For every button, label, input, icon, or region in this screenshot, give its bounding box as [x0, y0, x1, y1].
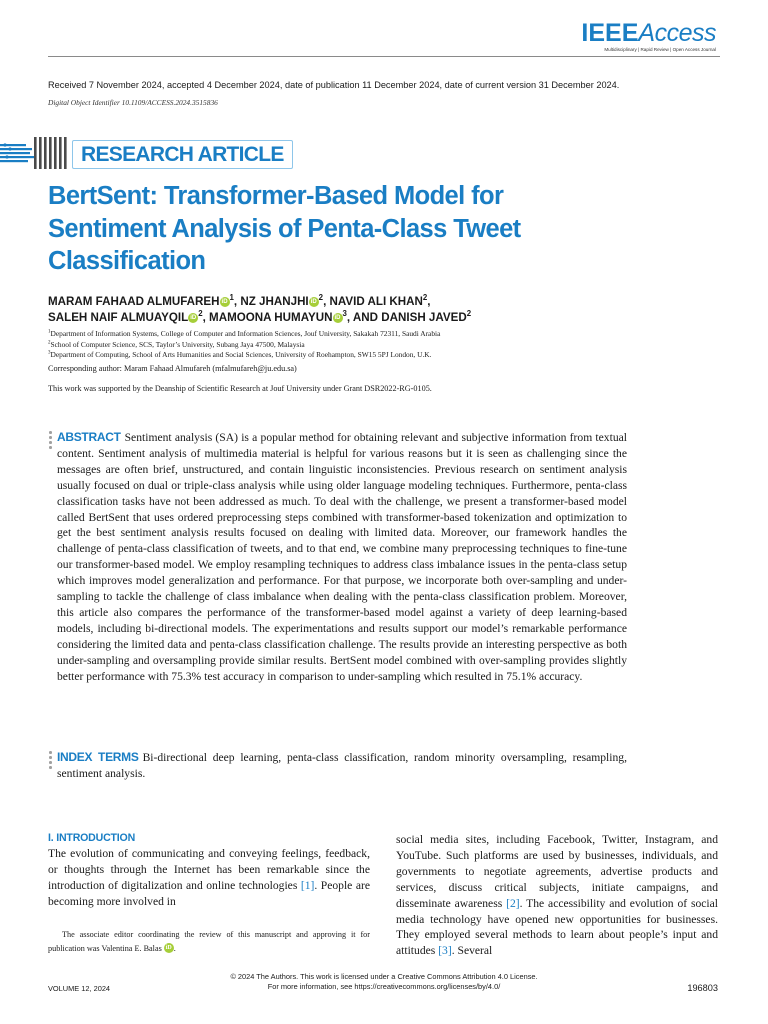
author-affil: 2	[318, 293, 324, 303]
section-heading: I. INTRODUCTION	[48, 832, 136, 844]
license-link[interactable]: For more information, see https://creativecommons.org/licenses/by/4.0/	[267, 982, 501, 991]
header-rule	[48, 56, 720, 57]
author-sep: ,	[346, 311, 353, 324]
intro-paragraph	[396, 832, 718, 959]
affiliation	[48, 340, 708, 351]
logo-tagline: Multidisciplinary | Rapid Review | Open Access Journal	[604, 47, 716, 52]
author-name: SALEH NAIF ALMUAYQIL	[48, 311, 189, 324]
author-affil: 2	[466, 309, 472, 319]
author-name: AND DANISH JAVED	[352, 311, 467, 324]
dots-icon	[48, 751, 54, 771]
author-affil: 2	[422, 293, 428, 303]
abstract-text: Sentiment analysis (SA) is a popular method for obtaining relevant and subjective information from textual content. Sentiment analysis of multimedia material is helpful for various reasons but it is seen as challenging since the messages are often brief, unstructured, and contain linguistic inconsistencies. Previous research on sentiment analysis usually focused on dual or triple-class analysis while using older language modeling techniques. Furthermore, penta-class classification tasks have not been addressed as much. To deal with the challenge, we present a transformer-based model called BertSent that uses ordered preprocessing steps combined with transformer-based tokenization and optimization to get the best sentiment analysis results focused on dealing with limited data. Moreover, our framework handles the challenge of penta-class classification of tweets, and to that end, we combine many preprocessing techniques to fine-tune our transformer-based model. We employ resampling techniques to address class imbalance issues in the penta-class setup which improves model generalization and performance. For that purpose, we incorporate both over-sampling and under-sampling to tackle the challenge of class imbalance when dealing with the penta-class classification problem. Moreover, this article also compares the performance of the transformer-based model against a variety of deep learning-based models, including bi-directional models. The experimentations and results support our model’s remarkable performance considering the limited data and penta-class classification challenge. The results provide an interesting perspective as both under-sampling and oversampling provide similar results. BertSent model combined with over-sampling provides slightly better performance with 75.3% test accuracy in comparison to under-sampling which resulted in 75.1% accuracy.	[57, 431, 627, 683]
journal-logo	[581, 20, 716, 52]
affiliation-number: 1	[48, 329, 51, 335]
abstract	[57, 430, 627, 685]
orcid-icon[interactable]: iD	[310, 299, 317, 305]
author-name: MAMOONA HUMAYUN	[209, 311, 333, 324]
page-number: 196803	[687, 983, 718, 993]
intro-right-column	[396, 832, 718, 959]
affiliations	[48, 329, 708, 361]
author-list	[48, 294, 648, 326]
funding-note: This work was supported by the Deanship of Scientific Research at Jouf University under Grant DSR2022-RG-0105.	[48, 384, 432, 393]
author-name: NZ JHANJHI	[240, 295, 309, 308]
author-affil: 2	[198, 309, 203, 319]
affiliation-number: 2	[48, 340, 51, 346]
article-type: RESEARCH ARTICLE	[81, 143, 284, 166]
intro-text: . The accessibility and evolution of social media technology have opened new opportunities for businesses. They employed several methods to learn about people’s input and attitudes	[396, 896, 718, 958]
author-sep: ,	[323, 295, 330, 308]
orcid-icon[interactable]: iD	[221, 299, 228, 305]
author-affil: 1	[229, 293, 234, 303]
intro-text: . Several	[451, 944, 493, 958]
intro-text: social media sites, including Facebook, Twitter, Instagram, and YouTube. Such platforms are used by businesses, individuals, and governments to negotiate agreements, advertise products and services, discuss critical subjects, initiate campaigns, and disseminate awareness	[396, 833, 718, 910]
logo-wordmark	[581, 20, 716, 46]
editor-note-text: The associate editor coordinating the review of this manuscript and approving it for publication was Valentina E. Balas	[48, 930, 370, 953]
stripe-icon	[0, 134, 70, 172]
affiliation	[48, 350, 708, 361]
doi-line: Digital Object Identifier 10.1109/ACCESS.2024.3515836	[48, 98, 218, 107]
citation-link[interactable]: [2]	[506, 896, 520, 910]
volume-label: VOLUME 12, 2024	[48, 984, 111, 993]
index-terms-heading: INDEX TERMS	[57, 750, 139, 764]
received-dates: Received 7 November 2024, accepted 4 December 2024, date of publication 11 December 2024, date of current version 31 December 2024.	[48, 80, 620, 90]
abstract-heading: ABSTRACT	[57, 430, 121, 444]
corresponding-author: Corresponding author: Maram Fahaad Almufareh (mfalmufareh@ju.edu.sa)	[48, 364, 297, 373]
affiliation-number: 3	[48, 350, 51, 356]
author-sep: ,	[202, 311, 210, 324]
intro-paragraph	[48, 846, 370, 910]
index-terms	[57, 750, 627, 782]
orcid-icon[interactable]: iD	[334, 315, 341, 321]
license-footer	[0, 972, 768, 992]
affiliation-text: Department of Computing, School of Arts Humanities and Social Sciences, University of Roehampton, SW15 5PJ London, U.K.	[50, 350, 432, 359]
logo-ieee: IEEE	[581, 19, 639, 47]
banner-box	[72, 140, 293, 169]
citation-link[interactable]: [3]	[438, 944, 452, 958]
author-name: NAVID ALI KHAN	[329, 295, 423, 308]
index-terms-text: Bi-directional deep learning, penta-class classification, random minority oversampling, resampling, sentiment analysis.	[57, 751, 627, 780]
intro-left-column	[48, 832, 370, 910]
paper-title: BertSent: Transformer-Based Model for Sentiment Analysis of Penta-Class Tweet Classification	[48, 182, 521, 275]
dots-icon	[48, 431, 54, 451]
editor-footnote: The associate editor coordinating the review of this manuscript and approving it for publication was Valentina E. Balas iD .	[48, 930, 370, 953]
citation-link[interactable]: [1]	[300, 878, 315, 892]
author-sep: ,	[427, 295, 431, 308]
intro-text: The evolution of communicating and conveying feelings, feedback, or thoughts through the Internet has been remarkable since the introduction of digitalization and online technologies	[48, 847, 370, 892]
article-type-banner	[0, 134, 284, 172]
author-name: MARAM FAHAAD ALMUFAREH	[48, 295, 220, 308]
affiliation	[48, 329, 708, 340]
affiliation-text: Department of Information Systems, College of Computer and Information Sciences, Jouf University, Sakakah 72311, Saudi Arabia	[50, 329, 441, 338]
logo-access: Access	[638, 19, 716, 47]
orcid-icon[interactable]: iD	[165, 945, 172, 951]
license-text: © 2024 The Authors. This work is licensed under a Creative Commons Attribution 4.0 License.	[230, 972, 538, 981]
author-affil: 3	[342, 309, 347, 319]
orcid-icon[interactable]: iD	[190, 315, 197, 321]
intro-text: . People are becoming more involved in	[48, 878, 370, 908]
author-sep: ,	[233, 295, 241, 308]
affiliation-text: School of Computer Science, SCS, Taylor’s University, Subang Jaya 47500, Malaysia	[50, 339, 305, 349]
